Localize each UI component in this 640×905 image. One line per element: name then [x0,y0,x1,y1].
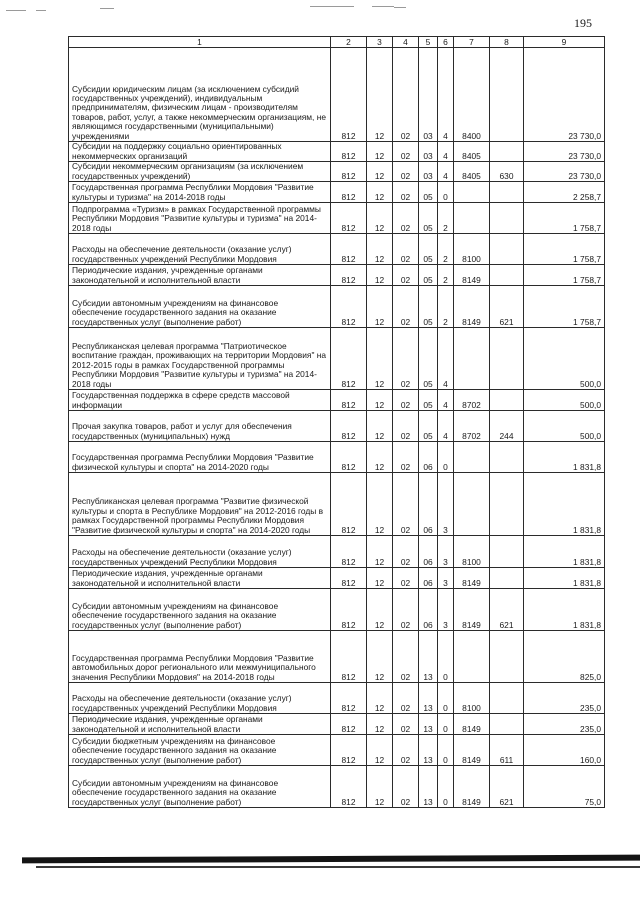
section-code: 12 [367,589,393,631]
row-description: Расходы на обеспечение деятельности (оказание услуг) государственных учреждений Республики Мордовия [69,536,331,568]
section-code: 12 [367,286,393,328]
row-description: Государственная программа Республики Мордовия "Развитие культуры и туризма" на 2014-2018 годы [69,182,331,203]
subprogram-code: 0 [438,735,454,766]
program-code: 06 [419,442,438,473]
program-code: 13 [419,683,438,714]
expense-type-code [490,182,524,203]
expense-type-code: 244 [490,411,524,442]
table-row [69,328,605,390]
table-row [69,265,605,286]
section-code: 12 [367,182,393,203]
amount: 235,0 [524,683,605,714]
subprogram-code: 0 [438,766,454,808]
section-code: 12 [367,265,393,286]
page-number: 195 [574,16,592,30]
subprogram-code: 2 [438,265,454,286]
section-code: 12 [367,328,393,390]
subsection-code: 02 [393,234,419,265]
table-row [69,442,605,473]
row-description: Периодические издания, учрежденные органами законодательной и исполнительной власти [69,265,331,286]
section-code: 12 [367,735,393,766]
amount: 1 831,8 [524,589,605,631]
column-header: 2 [331,37,367,48]
ministry-code: 812 [331,473,367,536]
subsection-code: 02 [393,203,419,234]
subsection-code: 02 [393,473,419,536]
expense-type-code: 621 [490,286,524,328]
column-header: 1 [69,37,331,48]
column-header: 3 [367,37,393,48]
subsection-code: 02 [393,162,419,182]
scan-artifact [394,7,406,8]
row-description: Подпрограмма «Туризм» в рамках Государственной программы Республики Мордовия "Развитие культуры и туризма" на 2014-2018 годы [69,203,331,234]
row-description: Прочая закупка товаров, работ и услуг для обеспечения государственных (муниципальных) нужд [69,411,331,442]
table-row [69,182,605,203]
amount: 1 758,7 [524,286,605,328]
subsection-code: 02 [393,631,419,683]
subsection-code: 02 [393,286,419,328]
program-code: 13 [419,714,438,735]
amount: 1 831,8 [524,442,605,473]
expense-type-code [490,328,524,390]
table-header-row [69,37,605,48]
scan-artifact [100,8,114,9]
row-description: Субсидии бюджетным учреждениям на финансовое обеспечение государственного задания на оказание государственных услуг (выполнение работ) [69,735,331,766]
column-header: 9 [524,37,605,48]
direction-code: 8149 [454,766,490,808]
subsection-code: 02 [393,182,419,203]
ministry-code: 812 [331,234,367,265]
section-code: 12 [367,683,393,714]
subprogram-code: 0 [438,683,454,714]
section-code: 12 [367,48,393,142]
column-header: 7 [454,37,490,48]
expense-type-code: 621 [490,766,524,808]
program-code: 06 [419,568,438,589]
row-description: Субсидии на поддержку социально ориентированных некоммерческих организаций [69,142,331,162]
row-description: Периодические издания, учрежденные органами законодательной и исполнительной власти [69,568,331,589]
expense-type-code [490,48,524,142]
section-code: 12 [367,568,393,589]
row-description: Периодические издания, учрежденные органами законодательной и исполнительной власти [69,714,331,735]
amount: 500,0 [524,390,605,411]
subprogram-code: 0 [438,182,454,203]
table-row [69,286,605,328]
direction-code: 8149 [454,735,490,766]
ministry-code: 812 [331,766,367,808]
expense-type-code [490,568,524,589]
table-row [69,589,605,631]
subsection-code: 02 [393,735,419,766]
subsection-code: 02 [393,589,419,631]
ministry-code: 812 [331,142,367,162]
section-code: 12 [367,766,393,808]
amount: 1 758,7 [524,234,605,265]
row-description: Субсидии автономным учреждениям на финансовое обеспечение государственного задания на оказание государственных услуг (выполнение работ) [69,589,331,631]
row-description: Субсидии юридическим лицам (за исключением субсидий государственных учреждений), индивидуальным предпринимателям, физическим лицам - производителям товаров, работ, услуг, а также некоммерческим организациям, не являющимся государственными (муниципальными) учреждениями [69,48,331,142]
direction-code: 8100 [454,234,490,265]
subprogram-code: 3 [438,589,454,631]
ministry-code: 812 [331,536,367,568]
expense-type-code [490,390,524,411]
amount: 235,0 [524,714,605,735]
expense-type-code [490,536,524,568]
direction-code [454,328,490,390]
ministry-code: 812 [331,631,367,683]
table-row [69,714,605,735]
subprogram-code: 4 [438,48,454,142]
ministry-code: 812 [331,182,367,203]
subsection-code: 02 [393,683,419,714]
amount: 500,0 [524,411,605,442]
program-code: 05 [419,265,438,286]
ministry-code: 812 [331,48,367,142]
ministry-code: 812 [331,265,367,286]
column-header: 6 [438,37,454,48]
amount: 23 730,0 [524,162,605,182]
direction-code: 8100 [454,683,490,714]
expense-type-code: 621 [490,589,524,631]
subsection-code: 02 [393,48,419,142]
subprogram-code: 4 [438,328,454,390]
subsection-code: 02 [393,328,419,390]
expense-type-code: 630 [490,162,524,182]
ministry-code: 812 [331,328,367,390]
direction-code: 8149 [454,265,490,286]
program-code: 05 [419,203,438,234]
program-code: 13 [419,766,438,808]
amount: 1 831,8 [524,536,605,568]
program-code: 05 [419,286,438,328]
table-row [69,473,605,536]
program-code: 03 [419,142,438,162]
subsection-code: 02 [393,390,419,411]
page-bottom-line [36,866,640,868]
expense-type-code [490,631,524,683]
subsection-code: 02 [393,411,419,442]
direction-code [454,631,490,683]
table-row [69,390,605,411]
direction-code: 8149 [454,286,490,328]
ministry-code: 812 [331,683,367,714]
table-row [69,411,605,442]
table-row [69,48,605,142]
table-row [69,683,605,714]
row-description: Государственная программа Республики Мордовия "Развитие физической культуры и спорта" на 2014-2020 годы [69,442,331,473]
section-code: 12 [367,714,393,735]
program-code: 06 [419,473,438,536]
row-description: Республиканская целевая программа "Патриотическое воспитание граждан, проживающих на территории Мордовия" на 2012-2015 годы в рамках Государственной программы Республики Мордовия "Развитие культуры и туризма" на 2014-2018 годы [69,328,331,390]
table-row [69,766,605,808]
expense-type-code [490,473,524,536]
row-description: Государственная программа Республики Мордовия "Развитие автомобильных дорог регионального или межмуниципального значения Республики Мордовия" на 2014-2018 годы [69,631,331,683]
expense-type-code [490,234,524,265]
row-description: Субсидии автономным учреждениям на финансовое обеспечение государственного задания на оказание государственных услуг (выполнение работ) [69,766,331,808]
direction-code: 8405 [454,142,490,162]
program-code: 05 [419,390,438,411]
direction-code: 8702 [454,411,490,442]
ministry-code: 812 [331,286,367,328]
direction-code: 8149 [454,589,490,631]
table-row [69,536,605,568]
subprogram-code: 4 [438,411,454,442]
ministry-code: 812 [331,162,367,182]
direction-code [454,182,490,203]
subprogram-code: 3 [438,473,454,536]
amount: 1 831,8 [524,473,605,536]
subprogram-code: 0 [438,442,454,473]
subsection-code: 02 [393,714,419,735]
section-code: 12 [367,234,393,265]
section-code: 12 [367,631,393,683]
program-code: 03 [419,162,438,182]
subsection-code: 02 [393,536,419,568]
section-code: 12 [367,411,393,442]
program-code: 13 [419,631,438,683]
subprogram-code: 4 [438,142,454,162]
subprogram-code: 2 [438,203,454,234]
section-code: 12 [367,162,393,182]
direction-code: 8400 [454,48,490,142]
program-code: 05 [419,328,438,390]
row-description: Республиканская целевая программа "Развитие физической культуры и спорта в Республике Мордовия" на 2012-2016 годы в рамках Государственной программы Республики Мордовия "Развитие физической культуры и спорта" на 2014-2020 годы [69,473,331,536]
direction-code [454,473,490,536]
table-row [69,568,605,589]
program-code: 05 [419,411,438,442]
table-row [69,631,605,683]
section-code: 12 [367,473,393,536]
column-header: 5 [419,37,438,48]
program-code: 06 [419,536,438,568]
amount: 23 730,0 [524,48,605,142]
ministry-code: 812 [331,390,367,411]
scan-artifact [310,6,354,7]
table-body [69,37,605,808]
expense-type-code [490,203,524,234]
section-code: 12 [367,203,393,234]
subprogram-code: 0 [438,714,454,735]
subprogram-code: 4 [438,162,454,182]
subsection-code: 02 [393,766,419,808]
subsection-code: 02 [393,442,419,473]
table-row [69,234,605,265]
direction-code: 8100 [454,536,490,568]
program-code: 06 [419,589,438,631]
direction-code: 8702 [454,390,490,411]
row-description: Расходы на обеспечение деятельности (оказание услуг) государственных учреждений Республики Мордовия [69,683,331,714]
amount: 160,0 [524,735,605,766]
amount: 23 730,0 [524,142,605,162]
ministry-code: 812 [331,442,367,473]
amount: 825,0 [524,631,605,683]
page-bottom-bar [22,855,640,864]
table-row [69,735,605,766]
ministry-code: 812 [331,714,367,735]
amount: 2 258,7 [524,182,605,203]
subsection-code: 02 [393,142,419,162]
budget-table [68,36,605,808]
direction-code: 8405 [454,162,490,182]
row-description: Субсидии автономным учреждениям на финансовое обеспечение государственного задания на оказание государственных услуг (выполнение работ) [69,286,331,328]
direction-code: 8149 [454,568,490,589]
scan-artifact [372,6,394,7]
subprogram-code: 2 [438,234,454,265]
section-code: 12 [367,442,393,473]
amount: 1 831,8 [524,568,605,589]
section-code: 12 [367,142,393,162]
subsection-code: 02 [393,265,419,286]
program-code: 03 [419,48,438,142]
ministry-code: 812 [331,735,367,766]
section-code: 12 [367,536,393,568]
subsection-code: 02 [393,568,419,589]
expense-type-code [490,442,524,473]
program-code: 13 [419,735,438,766]
expense-type-code [490,683,524,714]
ministry-code: 812 [331,411,367,442]
ministry-code: 812 [331,203,367,234]
program-code: 05 [419,234,438,265]
amount: 1 758,7 [524,265,605,286]
expense-type-code [490,265,524,286]
scan-artifact [36,10,46,11]
amount: 1 758,7 [524,203,605,234]
row-description: Расходы на обеспечение деятельности (оказание услуг) государственных учреждений Республики Мордовия [69,234,331,265]
expense-type-code: 611 [490,735,524,766]
expense-type-code [490,142,524,162]
amount: 75,0 [524,766,605,808]
amount: 500,0 [524,328,605,390]
section-code: 12 [367,390,393,411]
table-row [69,162,605,182]
table-row [69,203,605,234]
subprogram-code: 4 [438,390,454,411]
table-row [69,142,605,162]
subprogram-code: 3 [438,568,454,589]
ministry-code: 812 [331,568,367,589]
direction-code: 8149 [454,714,490,735]
subprogram-code: 0 [438,631,454,683]
row-description: Субсидии некоммерческим организациям (за исключением государственных учреждений) [69,162,331,182]
direction-code [454,442,490,473]
ministry-code: 812 [331,589,367,631]
subprogram-code: 2 [438,286,454,328]
program-code: 05 [419,182,438,203]
column-header: 8 [490,37,524,48]
subprogram-code: 3 [438,536,454,568]
direction-code [454,203,490,234]
column-header: 4 [393,37,419,48]
row-description: Государственная поддержка в сфере средств массовой информации [69,390,331,411]
scan-artifact [6,10,26,11]
expense-type-code [490,714,524,735]
